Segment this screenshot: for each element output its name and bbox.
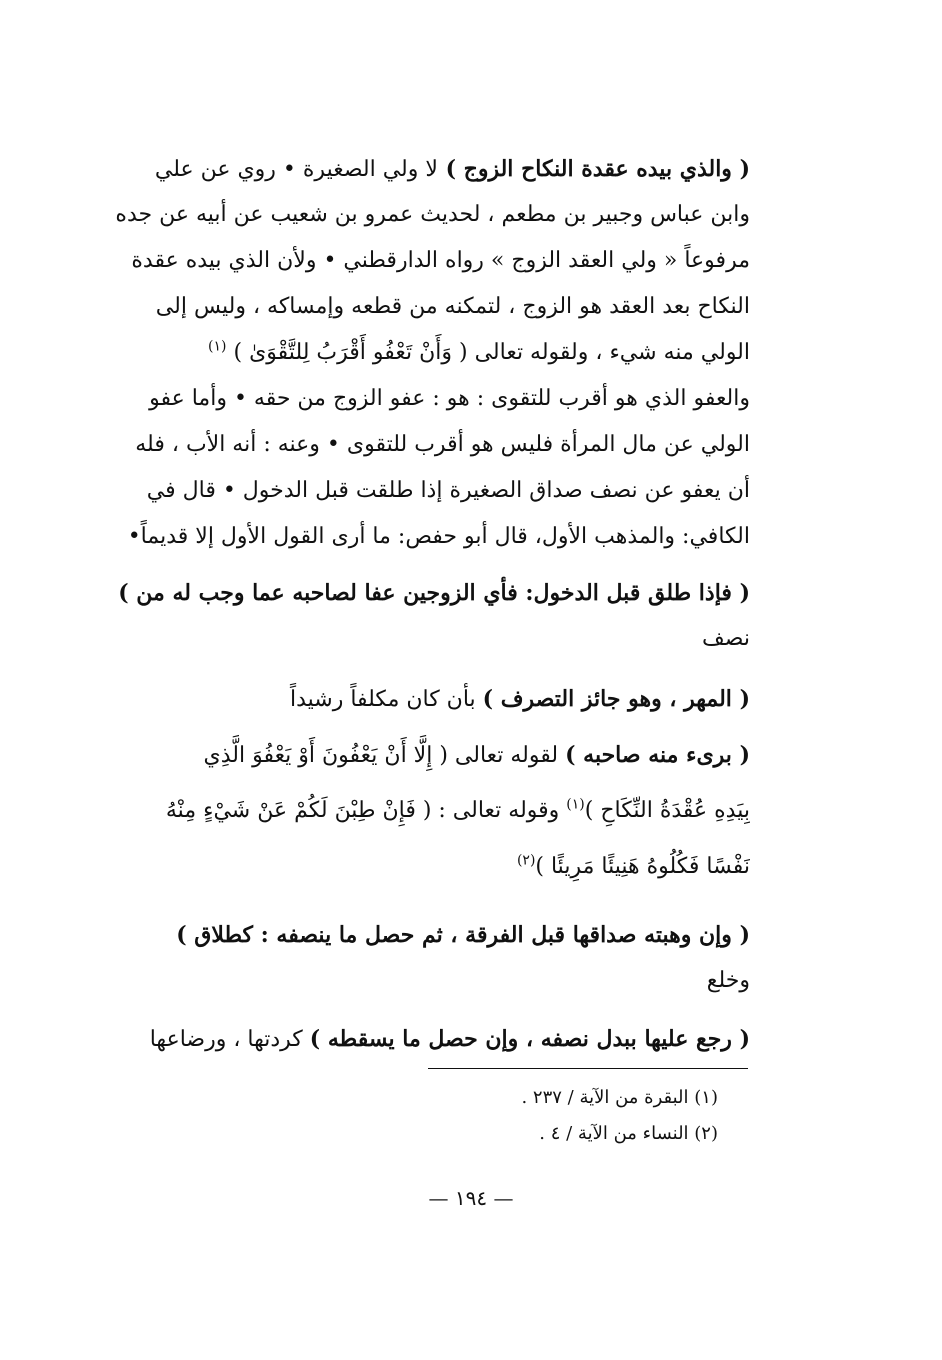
footnotes: [428, 1080, 718, 1152]
text-line: [100, 376, 750, 422]
bold-phrase: ( المهر ، وهو جائز التصرف ): [482, 686, 750, 712]
page-number: — ١٩٤ —: [428, 1186, 514, 1210]
footnote-2: (٢) النساء من الآية / ٤ .: [539, 1123, 718, 1144]
bold-phrase: ( برىء منه صاحبه ): [565, 742, 750, 768]
text-line: [100, 330, 750, 376]
line-text: الولي عن مال المرأة فليس هو أقرب للتقوى • وعنه : أنه الأب ، فله: [135, 432, 750, 457]
footnote-marker: (٢): [516, 852, 536, 869]
paragraph-1: [100, 146, 750, 560]
paragraph-2: [100, 570, 750, 662]
footnote-marker: (١): [566, 796, 585, 813]
line-text: وابن عباس وجبير بن مطعم ، لحديث عمرو بن شعيب عن أبيه عن جده: [115, 202, 750, 227]
text-line: [100, 192, 750, 238]
line-text: لا ولي الصغيرة • روي عن علي: [154, 157, 438, 182]
text-line: [100, 284, 750, 330]
line-text: وقوله تعالى : ( فَإِنْ طِبْنَ لَكُمْ عَنْ شَيْءٍ مِنْهُ: [165, 798, 560, 823]
line-text: الكافي: والمذهب الأول، قال أبو حفص: ما أرى القول الأول إلا قديماً•: [127, 524, 750, 549]
line-text: مرفوعاً « ولي العقد الزوج » رواه الدارقطني • ولأن الذي بيده عقدة: [131, 248, 750, 273]
text-line: [100, 468, 750, 514]
bold-phrase: ( والذي بيده عقدة النكاح الزوج ): [437, 156, 750, 182]
footnote-marker: (١): [208, 338, 227, 355]
line-text: لقوله تعالى ( إِلَّا أَنْ يَعْفُونَ أَوْ يَعْفُوَ الَّذِي: [203, 743, 559, 768]
text-line: [100, 676, 750, 722]
bold-phrase: ( وإن وهبته صداقها قبل الفرقة ، ثم حصل ما ينصفه : كطلاق ): [176, 922, 750, 948]
footnote-divider: [428, 1068, 748, 1069]
line-text: بِيَدِهِ عُقْدَةُ النِّكَاحِ ): [584, 798, 750, 823]
paragraph-5: [100, 912, 750, 1004]
text-line: [100, 732, 750, 778]
text-line: [100, 570, 750, 616]
paragraph-3: [100, 676, 750, 722]
text-line: [100, 238, 750, 284]
paragraph-6: [100, 1016, 750, 1062]
line-text: والعفو الذي هو أقرب للتقوى : هو : عفو الزوج من حقه • وأما عفو: [149, 386, 750, 411]
text-line: [100, 146, 750, 192]
text-line: [100, 514, 750, 560]
line-text: بأن كان مكلفاً رشيداً: [289, 687, 476, 712]
text-line: [100, 844, 750, 890]
line-text: أن يعفو عن نصف صداق الصغيرة إذا طلقت قبل الدخول • قال في: [146, 478, 750, 503]
line-text: نصف: [702, 626, 750, 651]
line-text: كردتها ، ورضاعها: [149, 1027, 303, 1052]
bold-phrase: ( رجع عليها ببدل نصفه ، وإن حصل ما يسقطه ): [309, 1026, 750, 1052]
text-line: [100, 958, 750, 1004]
line-text: النكاح بعد العقد هو الزوج ، لتمكنه من قطعه وإمساكه ، وليس إلى: [155, 294, 750, 319]
paragraph-4: [100, 732, 750, 890]
text-line: [100, 422, 750, 468]
text-line: [100, 788, 750, 834]
line-text: الولي منه شيء ، ولقوله تعالى ( وَأَنْ تَعْفُو أَقْرَبُ لِلتَّقْوَىٰ ): [233, 340, 750, 365]
line-text: وخلع: [706, 968, 750, 993]
footnote-1: (١) البقرة من الآية / ٢٣٧ .: [521, 1087, 718, 1108]
text-line: [100, 912, 750, 958]
line-text: نَفْسًا فَكُلُوهُ هَنِيئًا مَرِيئًا ): [535, 854, 750, 879]
text-line: [100, 616, 750, 662]
bold-phrase: ( فإذا طلق قبل الدخول: فأي الزوجين عفا لصاحبه عما وجب له من ): [118, 580, 750, 606]
text-line: [100, 1016, 750, 1062]
